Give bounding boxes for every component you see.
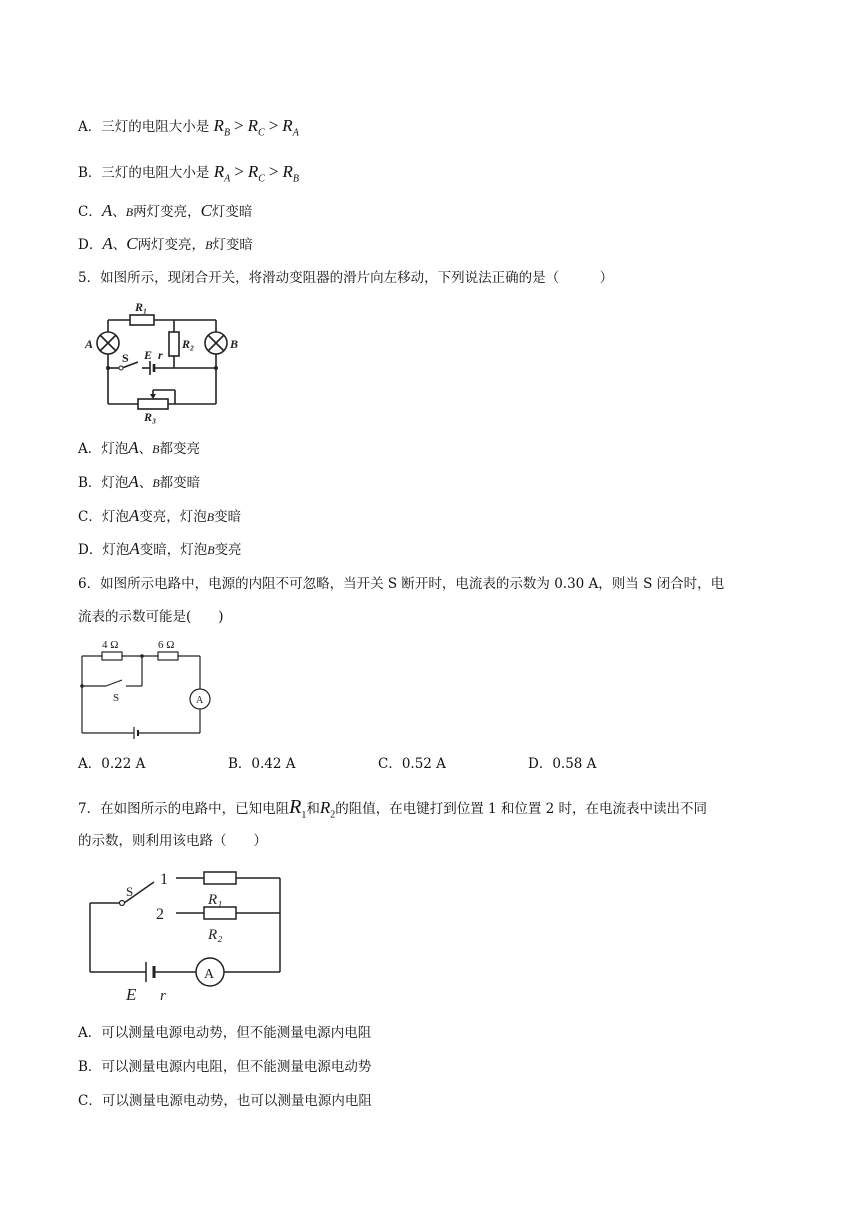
q5-option-a: A．灯泡A、B都变亮 xyxy=(78,438,200,457)
q6-circuit-diagram xyxy=(76,636,216,746)
q6-option-c: C．0.52 A xyxy=(378,756,446,772)
r1-label: R₁ xyxy=(208,892,223,908)
q5-option-b: B．灯泡A、B都变暗 xyxy=(78,472,201,491)
emf-label: E xyxy=(144,348,153,362)
position-2-label: 2 xyxy=(156,906,164,923)
q4-option-d: D．A、C两灯变亮，B灯变暗 xyxy=(78,234,253,253)
ammeter-icon: A xyxy=(196,695,204,706)
lamp-b-label: B xyxy=(230,337,239,351)
q6-option-d: D．0.58 A xyxy=(528,756,597,772)
q4-option-a: A．三灯的电阻大小是 $R_B > R_C > R_A$ xyxy=(78,116,299,139)
q4-option-c: C．A、B两灯变亮，C灯变暗 xyxy=(78,201,253,220)
switch-label: S xyxy=(122,351,129,365)
q4-option-b: B．三灯的电阻大小是 $R_A > R_C > R_B$ xyxy=(78,162,299,185)
internal-resistance-label: r xyxy=(158,348,163,362)
r2-label: R₂ xyxy=(208,927,223,943)
q5-stem: 5．如图所示，现闭合开关，将滑动变阻器的滑片向左移动，下列说法正确的是（ ） xyxy=(78,270,614,286)
q6-option-a: A．0.22 A xyxy=(78,756,146,772)
r3-label: R₃ xyxy=(144,410,157,424)
ammeter-icon: A xyxy=(204,967,215,982)
q6-stem-line1: 6．如图所示电路中，电源的内阻不可忽略，当开关 S 断开时，电流表的示数为 0.30 A，则当 S 闭合时，电 xyxy=(78,576,725,592)
q6-option-b: B．0.42 A xyxy=(228,756,296,772)
switch-label: S xyxy=(113,692,120,704)
q6-stem-line2: 流表的示数可能是( ) xyxy=(78,609,224,625)
r2-label: R₂ xyxy=(182,337,195,351)
lamp-a-label: A xyxy=(85,337,94,351)
position-1-label: 1 xyxy=(160,871,168,888)
internal-resistance-label: r xyxy=(160,988,166,1004)
q7-stem-line2: 的示数，则利用该电路（ ） xyxy=(78,833,267,849)
q7-stem-line1: 7．在如图所示的电路中，已知电阻$R_1$和$R_2$的阻值，在电键打到位置 1 和位置 2 时，在电流表中读出不同 xyxy=(78,796,708,821)
q7-option-a: A．可以测量电源电动势，但不能测量电源内电阻 xyxy=(78,1025,372,1041)
resistor-6ohm-label: 6 Ω xyxy=(158,639,175,651)
q7-option-b: B．可以测量电源内电阻，但不能测量电源电动势 xyxy=(78,1059,372,1075)
q5-option-d: D．灯泡A变暗，灯泡B变亮 xyxy=(78,539,242,558)
q5-circuit-diagram xyxy=(80,296,250,430)
switch-label: S xyxy=(126,884,134,899)
emf-label: E xyxy=(126,985,137,1004)
q7-circuit-diagram xyxy=(84,862,294,1008)
q7-option-c: C．可以测量电源电动势，也可以测量电源内电阻 xyxy=(78,1093,372,1109)
resistor-4ohm-label: 4 Ω xyxy=(102,639,119,651)
q5-option-c: C．灯泡A变亮，灯泡B变暗 xyxy=(78,506,242,525)
r1-label: R₁ xyxy=(135,300,148,314)
